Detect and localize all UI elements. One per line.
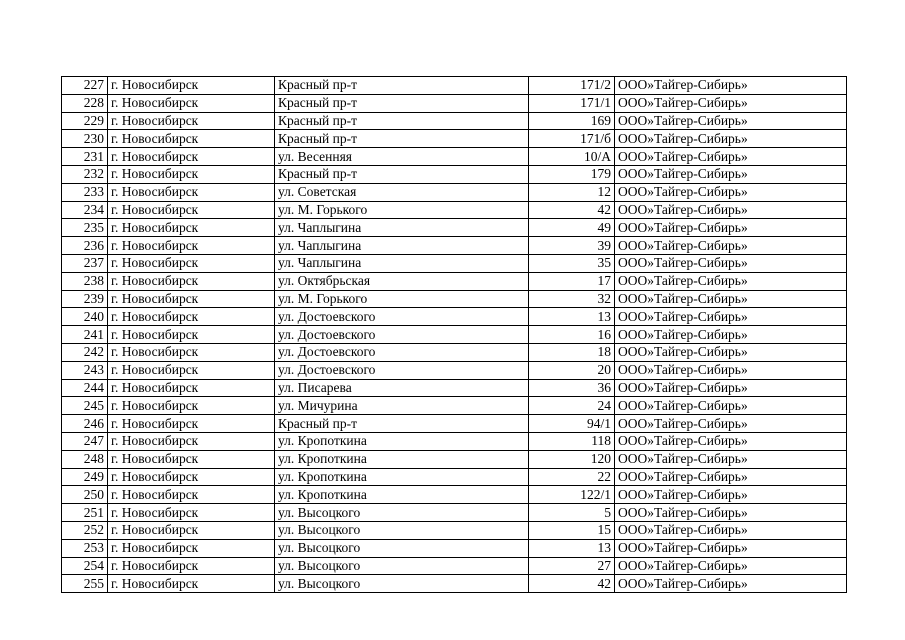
house-number-cell: 39 bbox=[529, 237, 615, 255]
row-number: 235 bbox=[62, 219, 108, 237]
organization-cell: ООО»Тайгер-Сибирь» bbox=[615, 290, 847, 308]
house-number-cell: 94/1 bbox=[529, 415, 615, 433]
house-number-cell: 118 bbox=[529, 432, 615, 450]
street-cell: ул. Чаплыгина bbox=[275, 254, 529, 272]
table-row bbox=[62, 94, 847, 112]
organization-cell: ООО»Тайгер-Сибирь» bbox=[615, 432, 847, 450]
table-row bbox=[62, 272, 847, 290]
city-cell: г. Новосибирск bbox=[108, 539, 275, 557]
organization-cell: ООО»Тайгер-Сибирь» bbox=[615, 450, 847, 468]
row-number: 247 bbox=[62, 432, 108, 450]
row-number: 243 bbox=[62, 361, 108, 379]
house-number-cell: 13 bbox=[529, 539, 615, 557]
row-number: 242 bbox=[62, 343, 108, 361]
street-cell: ул. Чаплыгина bbox=[275, 219, 529, 237]
city-cell: г. Новосибирск bbox=[108, 361, 275, 379]
row-number: 236 bbox=[62, 237, 108, 255]
house-number-cell: 42 bbox=[529, 201, 615, 219]
house-number-cell: 171/1 bbox=[529, 94, 615, 112]
house-number-cell: 32 bbox=[529, 290, 615, 308]
street-cell: ул. Достоевского bbox=[275, 343, 529, 361]
table-row bbox=[62, 148, 847, 166]
organization-cell: ООО»Тайгер-Сибирь» bbox=[615, 379, 847, 397]
city-cell: г. Новосибирск bbox=[108, 254, 275, 272]
table-row bbox=[62, 557, 847, 575]
row-number: 234 bbox=[62, 201, 108, 219]
house-number-cell: 12 bbox=[529, 183, 615, 201]
street-cell: Красный пр-т bbox=[275, 130, 529, 148]
house-number-cell: 49 bbox=[529, 219, 615, 237]
city-cell: г. Новосибирск bbox=[108, 148, 275, 166]
city-cell: г. Новосибирск bbox=[108, 94, 275, 112]
house-number-cell: 42 bbox=[529, 575, 615, 593]
house-number-cell: 35 bbox=[529, 254, 615, 272]
street-cell: ул. Чаплыгина bbox=[275, 237, 529, 255]
city-cell: г. Новосибирск bbox=[108, 521, 275, 539]
organization-cell: ООО»Тайгер-Сибирь» bbox=[615, 486, 847, 504]
city-cell: г. Новосибирск bbox=[108, 272, 275, 290]
city-cell: г. Новосибирск bbox=[108, 112, 275, 130]
organization-cell: ООО»Тайгер-Сибирь» bbox=[615, 575, 847, 593]
city-cell: г. Новосибирск bbox=[108, 308, 275, 326]
street-cell: Красный пр-т bbox=[275, 112, 529, 130]
organization-cell: ООО»Тайгер-Сибирь» bbox=[615, 557, 847, 575]
row-number: 250 bbox=[62, 486, 108, 504]
street-cell: ул. Достоевского bbox=[275, 326, 529, 344]
street-cell: ул. Высоцкого bbox=[275, 521, 529, 539]
organization-cell: ООО»Тайгер-Сибирь» bbox=[615, 148, 847, 166]
city-cell: г. Новосибирск bbox=[108, 575, 275, 593]
table-row bbox=[62, 201, 847, 219]
street-cell: ул. М. Горького bbox=[275, 201, 529, 219]
row-number: 254 bbox=[62, 557, 108, 575]
house-number-cell: 27 bbox=[529, 557, 615, 575]
city-cell: г. Новосибирск bbox=[108, 183, 275, 201]
organization-cell: ООО»Тайгер-Сибирь» bbox=[615, 201, 847, 219]
table-row bbox=[62, 415, 847, 433]
row-number: 249 bbox=[62, 468, 108, 486]
city-cell: г. Новосибирск bbox=[108, 397, 275, 415]
table-row bbox=[62, 468, 847, 486]
house-number-cell: 171/2 bbox=[529, 77, 615, 95]
city-cell: г. Новосибирск bbox=[108, 219, 275, 237]
street-cell: ул. Октябрьская bbox=[275, 272, 529, 290]
row-number: 252 bbox=[62, 521, 108, 539]
house-number-cell: 22 bbox=[529, 468, 615, 486]
table-row bbox=[62, 343, 847, 361]
organization-cell: ООО»Тайгер-Сибирь» bbox=[615, 112, 847, 130]
street-cell: ул. Высоцкого bbox=[275, 504, 529, 522]
street-cell: ул. Мичурина bbox=[275, 397, 529, 415]
table-row bbox=[62, 397, 847, 415]
house-number-cell: 171/б bbox=[529, 130, 615, 148]
house-number-cell: 16 bbox=[529, 326, 615, 344]
row-number: 227 bbox=[62, 77, 108, 95]
street-cell: ул. Высоцкого bbox=[275, 539, 529, 557]
table-row bbox=[62, 219, 847, 237]
house-number-cell: 120 bbox=[529, 450, 615, 468]
organization-cell: ООО»Тайгер-Сибирь» bbox=[615, 521, 847, 539]
street-cell: ул. Кропоткина bbox=[275, 468, 529, 486]
house-number-cell: 122/1 bbox=[529, 486, 615, 504]
house-number-cell: 169 bbox=[529, 112, 615, 130]
city-cell: г. Новосибирск bbox=[108, 486, 275, 504]
organization-cell: ООО»Тайгер-Сибирь» bbox=[615, 415, 847, 433]
row-number: 230 bbox=[62, 130, 108, 148]
table-row bbox=[62, 254, 847, 272]
row-number: 240 bbox=[62, 308, 108, 326]
city-cell: г. Новосибирск bbox=[108, 165, 275, 183]
organization-cell: ООО»Тайгер-Сибирь» bbox=[615, 165, 847, 183]
city-cell: г. Новосибирск bbox=[108, 450, 275, 468]
city-cell: г. Новосибирск bbox=[108, 468, 275, 486]
city-cell: г. Новосибирск bbox=[108, 415, 275, 433]
house-number-cell: 179 bbox=[529, 165, 615, 183]
table-row bbox=[62, 432, 847, 450]
house-number-cell: 15 bbox=[529, 521, 615, 539]
organization-cell: ООО»Тайгер-Сибирь» bbox=[615, 254, 847, 272]
row-number: 231 bbox=[62, 148, 108, 166]
house-number-cell: 36 bbox=[529, 379, 615, 397]
row-number: 253 bbox=[62, 539, 108, 557]
table-row bbox=[62, 575, 847, 593]
table-row bbox=[62, 77, 847, 95]
table-row bbox=[62, 326, 847, 344]
city-cell: г. Новосибирск bbox=[108, 201, 275, 219]
table-row bbox=[62, 237, 847, 255]
street-cell: ул. М. Горького bbox=[275, 290, 529, 308]
organization-cell: ООО»Тайгер-Сибирь» bbox=[615, 219, 847, 237]
organization-cell: ООО»Тайгер-Сибирь» bbox=[615, 343, 847, 361]
row-number: 246 bbox=[62, 415, 108, 433]
house-number-cell: 17 bbox=[529, 272, 615, 290]
table-row bbox=[62, 112, 847, 130]
city-cell: г. Новосибирск bbox=[108, 432, 275, 450]
table-row bbox=[62, 183, 847, 201]
city-cell: г. Новосибирск bbox=[108, 326, 275, 344]
table-row bbox=[62, 308, 847, 326]
row-number: 251 bbox=[62, 504, 108, 522]
organization-cell: ООО»Тайгер-Сибирь» bbox=[615, 397, 847, 415]
city-cell: г. Новосибирск bbox=[108, 343, 275, 361]
street-cell: ул. Кропоткина bbox=[275, 486, 529, 504]
row-number: 241 bbox=[62, 326, 108, 344]
row-number: 239 bbox=[62, 290, 108, 308]
table-row bbox=[62, 165, 847, 183]
street-cell: Красный пр-т bbox=[275, 94, 529, 112]
street-cell: ул. Высоцкого bbox=[275, 557, 529, 575]
row-number: 228 bbox=[62, 94, 108, 112]
row-number: 238 bbox=[62, 272, 108, 290]
table-row bbox=[62, 450, 847, 468]
organization-cell: ООО»Тайгер-Сибирь» bbox=[615, 77, 847, 95]
street-cell: ул. Весенняя bbox=[275, 148, 529, 166]
house-number-cell: 10/А bbox=[529, 148, 615, 166]
street-cell: ул. Кропоткина bbox=[275, 450, 529, 468]
row-number: 237 bbox=[62, 254, 108, 272]
organization-cell: ООО»Тайгер-Сибирь» bbox=[615, 308, 847, 326]
organization-cell: ООО»Тайгер-Сибирь» bbox=[615, 94, 847, 112]
organization-cell: ООО»Тайгер-Сибирь» bbox=[615, 361, 847, 379]
city-cell: г. Новосибирск bbox=[108, 237, 275, 255]
house-number-cell: 24 bbox=[529, 397, 615, 415]
street-cell: Красный пр-т bbox=[275, 165, 529, 183]
house-number-cell: 13 bbox=[529, 308, 615, 326]
street-cell: ул. Кропоткина bbox=[275, 432, 529, 450]
organization-cell: ООО»Тайгер-Сибирь» bbox=[615, 326, 847, 344]
organization-cell: ООО»Тайгер-Сибирь» bbox=[615, 504, 847, 522]
row-number: 232 bbox=[62, 165, 108, 183]
table-row bbox=[62, 504, 847, 522]
organization-cell: ООО»Тайгер-Сибирь» bbox=[615, 468, 847, 486]
house-number-cell: 18 bbox=[529, 343, 615, 361]
row-number: 233 bbox=[62, 183, 108, 201]
street-cell: ул. Писарева bbox=[275, 379, 529, 397]
address-table-body bbox=[62, 77, 847, 593]
row-number: 248 bbox=[62, 450, 108, 468]
street-cell: ул. Достоевского bbox=[275, 361, 529, 379]
table-row bbox=[62, 130, 847, 148]
table-row bbox=[62, 361, 847, 379]
organization-cell: ООО»Тайгер-Сибирь» bbox=[615, 130, 847, 148]
city-cell: г. Новосибирск bbox=[108, 557, 275, 575]
street-cell: Красный пр-т bbox=[275, 77, 529, 95]
city-cell: г. Новосибирск bbox=[108, 77, 275, 95]
organization-cell: ООО»Тайгер-Сибирь» bbox=[615, 272, 847, 290]
street-cell: ул. Высоцкого bbox=[275, 575, 529, 593]
table-row bbox=[62, 539, 847, 557]
street-cell: Красный пр-т bbox=[275, 415, 529, 433]
city-cell: г. Новосибирск bbox=[108, 379, 275, 397]
table-row bbox=[62, 521, 847, 539]
table-row bbox=[62, 379, 847, 397]
house-number-cell: 20 bbox=[529, 361, 615, 379]
city-cell: г. Новосибирск bbox=[108, 130, 275, 148]
city-cell: г. Новосибирск bbox=[108, 290, 275, 308]
street-cell: ул. Достоевского bbox=[275, 308, 529, 326]
city-cell: г. Новосибирск bbox=[108, 504, 275, 522]
street-cell: ул. Советская bbox=[275, 183, 529, 201]
row-number: 229 bbox=[62, 112, 108, 130]
row-number: 244 bbox=[62, 379, 108, 397]
organization-cell: ООО»Тайгер-Сибирь» bbox=[615, 183, 847, 201]
row-number: 255 bbox=[62, 575, 108, 593]
table-row bbox=[62, 486, 847, 504]
table-row bbox=[62, 290, 847, 308]
organization-cell: ООО»Тайгер-Сибирь» bbox=[615, 237, 847, 255]
address-table bbox=[61, 76, 847, 593]
organization-cell: ООО»Тайгер-Сибирь» bbox=[615, 539, 847, 557]
house-number-cell: 5 bbox=[529, 504, 615, 522]
row-number: 245 bbox=[62, 397, 108, 415]
